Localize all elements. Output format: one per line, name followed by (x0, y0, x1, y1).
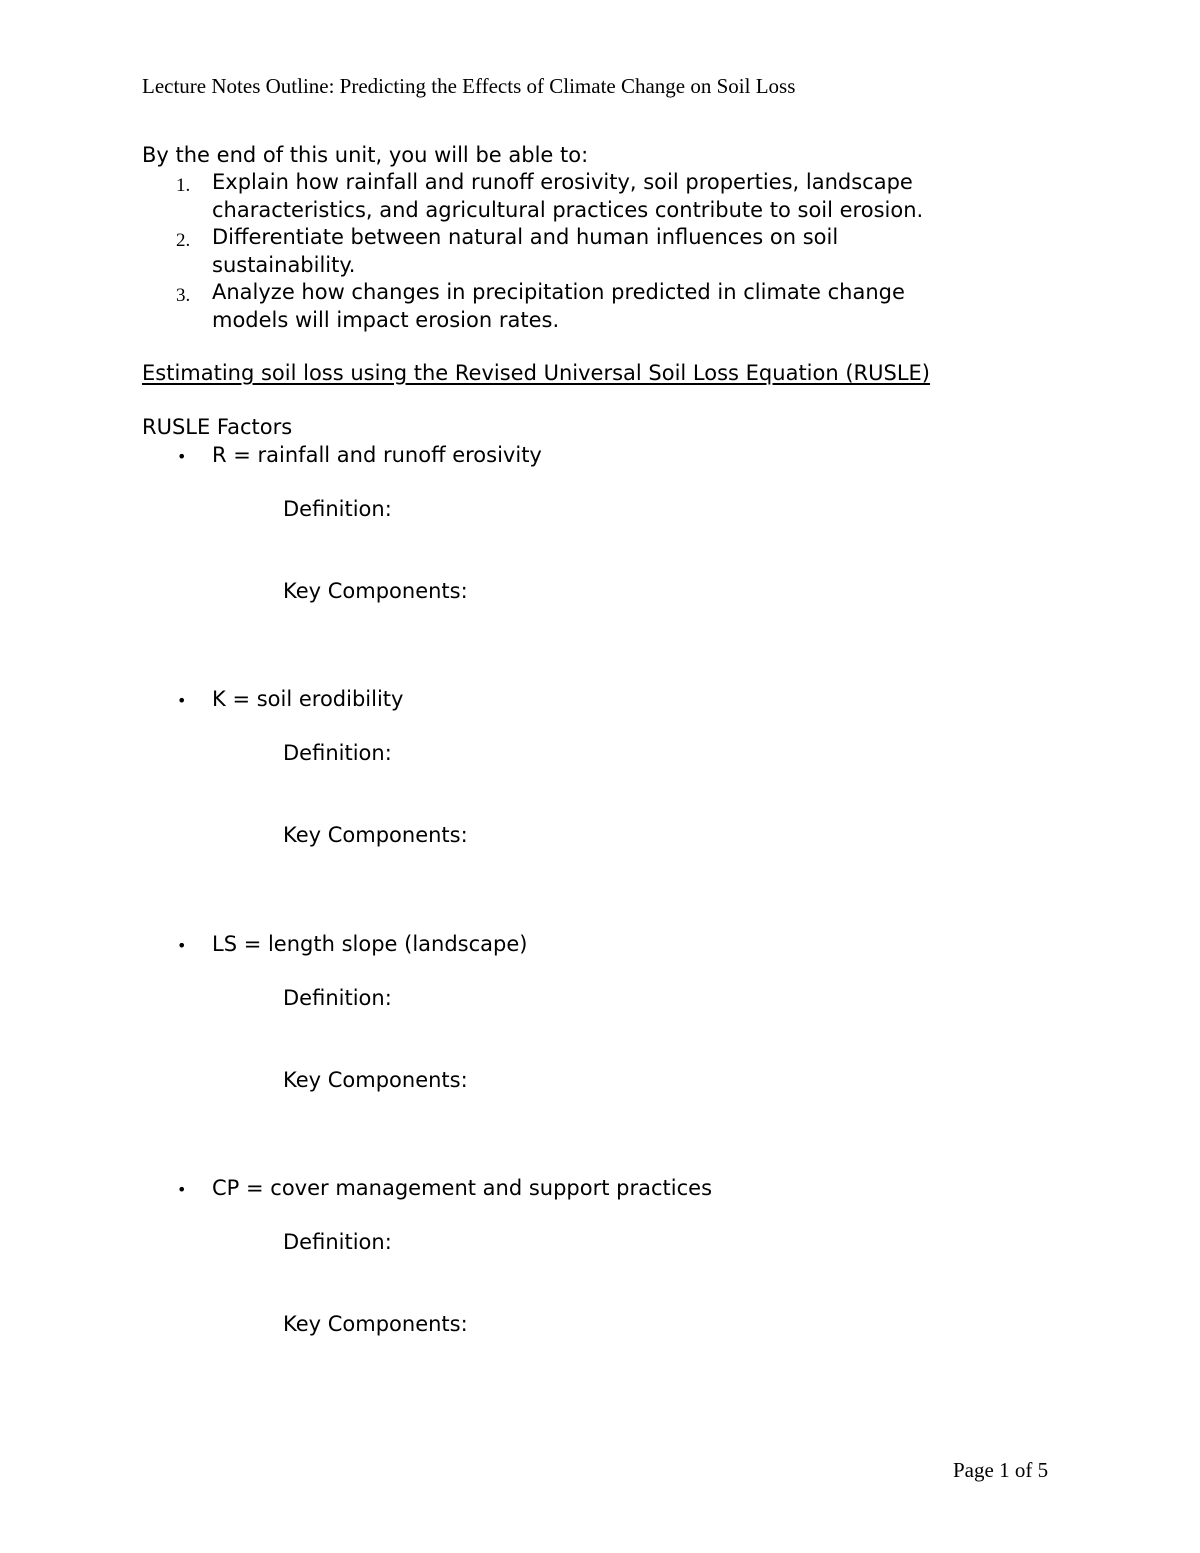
bullet-icon: • (177, 936, 187, 955)
factor-item (142, 686, 468, 847)
objective-text: Explain how rainfall and runoff erosivity, soil properties, landscape (212, 170, 913, 194)
key-components-label: Key Components: (283, 579, 468, 603)
definition-label: Definition: (283, 741, 392, 765)
objectives-list (142, 169, 923, 334)
objective-text: characteristics, and agricultural practices contribute to soil erosion. (212, 197, 924, 222)
key-components-label: Key Components: (283, 1312, 468, 1336)
objective-text: Analyze how changes in precipitation predicted in climate change (212, 280, 905, 304)
factor-item (142, 931, 528, 1092)
factor-item (142, 442, 542, 603)
key-components-label: Key Components: (283, 823, 468, 847)
objective-number: 2. (176, 230, 191, 251)
factor-item (142, 1175, 713, 1336)
objective-text: Differentiate between natural and human influences on soil (212, 225, 839, 249)
intro-text: By the end of this unit, you will be able to: (142, 143, 589, 167)
objective-text: sustainability. (212, 252, 356, 277)
factor-label: LS = length slope (landscape) (212, 932, 528, 956)
objective-number: 1. (176, 175, 191, 196)
objective-number: 3. (176, 285, 191, 306)
definition-label: Definition: (283, 1230, 392, 1254)
section-heading: Estimating soil loss using the Revised Universal Soil Loss Equation (RUSLE) (142, 361, 930, 385)
factor-label: R = rainfall and runoff erosivity (212, 443, 542, 467)
bullet-icon: • (177, 1180, 187, 1199)
page-number: Page 1 of 5 (953, 1458, 1049, 1482)
objective-item (142, 224, 923, 279)
definition-label: Definition: (283, 986, 392, 1010)
document-title: Lecture Notes Outline: Predicting the Effects of Climate Change on Soil Loss (142, 74, 796, 98)
bullet-icon: • (177, 447, 187, 466)
objective-item (142, 279, 923, 334)
bullet-icon: • (177, 691, 187, 710)
factor-label: CP = cover management and support practices (212, 1176, 713, 1200)
factor-label: K = soil erodibility (212, 687, 404, 711)
objective-text: models will impact erosion rates. (212, 307, 560, 332)
factors-heading: RUSLE Factors (142, 415, 293, 439)
definition-label: Definition: (283, 497, 392, 521)
key-components-label: Key Components: (283, 1068, 468, 1092)
objective-item (142, 169, 923, 224)
